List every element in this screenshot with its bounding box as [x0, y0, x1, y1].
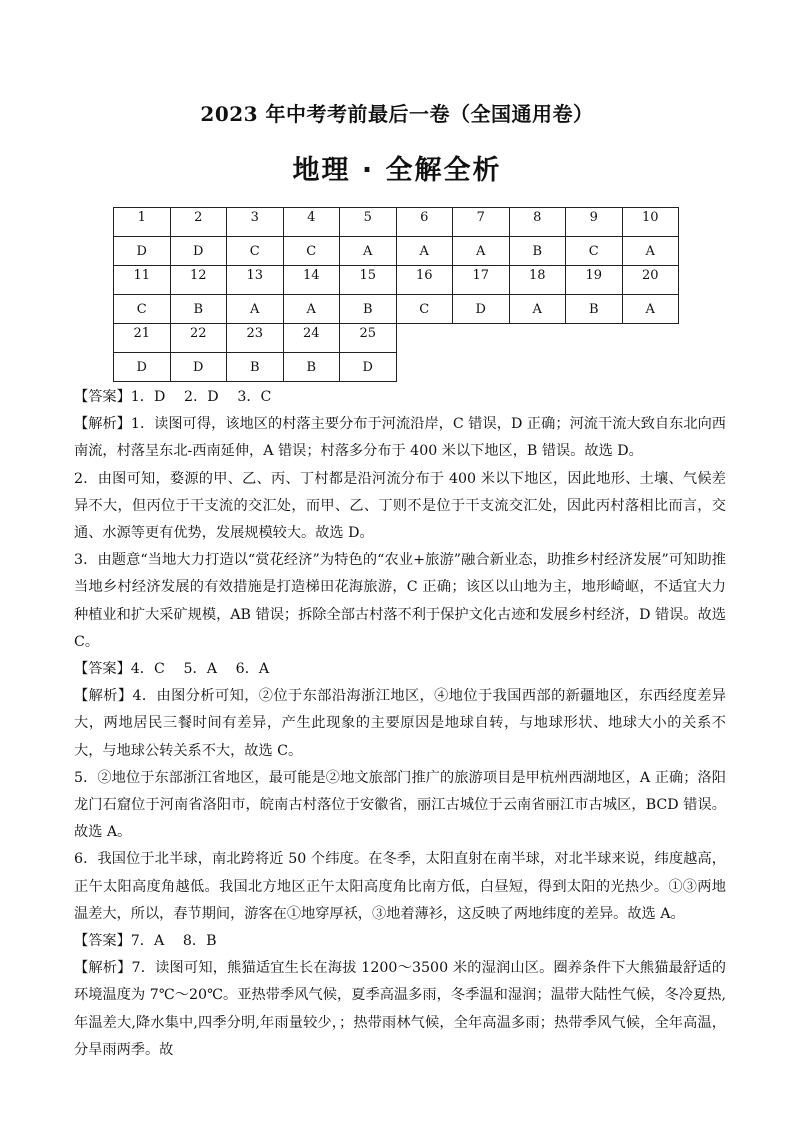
- answer-line: 【答案】7．A 8．B: [74, 933, 217, 950]
- question-number: 6: [396, 208, 453, 237]
- answer-cell: D: [340, 353, 397, 382]
- answer-table: [113, 207, 679, 382]
- question-number: 15: [340, 266, 397, 295]
- answer-cell: A: [509, 295, 566, 324]
- answer-cell: C: [227, 237, 284, 266]
- answer-cell: A: [622, 295, 679, 324]
- answer-cell: D: [170, 237, 227, 266]
- answer-cell: A: [283, 295, 340, 324]
- answer-line: 【答案】4．C 5．A 6．A: [74, 661, 270, 678]
- answer-cell: C: [566, 237, 623, 266]
- question-number: 1: [114, 208, 171, 237]
- answer-cell: B: [566, 295, 623, 324]
- explanation-paragraph: 3．由题意“当地大力打造以“赏花经济”为特色的“农业+旅游”融合新业态，助推乡村经济发展”可知助推当地乡村经济发展的有效措施是打造梯田花海旅游，C 正确；该区以山地为主，地形崎岖，不适宜大力种植业和扩大采矿规模，AB 错误；拆除全部古村落不利于保护文化古迹和发展乡村经济，D 错误。故选 C。: [74, 552, 726, 650]
- answer-cell: D: [114, 353, 171, 382]
- question-number: 10: [622, 208, 679, 237]
- question-number: 14: [283, 266, 340, 295]
- explanation-paragraph: 【解析】7．读图可知，熊猫适宜生长在海拔 1200～3500 米的湿润山区。圈养条件下大熊猫最舒适的环境温度为 7℃～20℃。亚热带季风气候，夏季高温多雨，冬季温和湿润；温带大陆性气候，冬冷夏热,年温差大,降水集中,四季分明,年雨量较少，；热带雨林气候，全年高温多雨；热带季风气候，全年高温，分旱雨两季。故: [74, 960, 726, 1058]
- answer-table-answer-row: [114, 295, 679, 324]
- question-number: 25: [340, 324, 397, 353]
- answer-cell: D: [114, 237, 171, 266]
- explanation-paragraph: 2．由图可知，婺源的甲、乙、丙、丁村都是沿河流分布于 400 米以下地区，因此地形、土壤、气候差异不大，但丙位于干支流的交汇处，而甲、乙、丁则不是位于干支流交汇处，因此丙村落相比而言，交通、水源等更有优势，发展规模较大。故选 D。: [74, 470, 726, 542]
- answer-cell: B: [227, 353, 284, 382]
- question-number: 18: [509, 266, 566, 295]
- explanation-paragraph: 【解析】1．读图可得，该地区的村落主要分布于河流沿岸，C 错误，D 正确；河流干流大致自东北向西南流，村落呈东北-西南延伸，A 错误；村落多分布于 400 米以下地区，B 错误。故选 D。: [74, 416, 726, 460]
- question-number: 12: [170, 266, 227, 295]
- answer-cell: B: [170, 295, 227, 324]
- answer-cell: A: [396, 237, 453, 266]
- answer-cell: A: [340, 237, 397, 266]
- question-number: 16: [396, 266, 453, 295]
- answer-cell: D: [170, 353, 227, 382]
- answer-cell: B: [283, 353, 340, 382]
- question-number: 20: [622, 266, 679, 295]
- explanation-body: [74, 384, 726, 1064]
- question-number: 22: [170, 324, 227, 353]
- question-number: 2: [170, 208, 227, 237]
- question-number: 19: [566, 266, 623, 295]
- question-number: 17: [453, 266, 510, 295]
- answer-cell: A: [227, 295, 284, 324]
- exam-title: 2023 年中考考前最后一卷（全国通用卷）: [200, 102, 594, 126]
- answer-cell: A: [622, 237, 679, 266]
- answer-table-number-row: [114, 266, 679, 295]
- answer-table-answer-row: [114, 237, 679, 266]
- answer-line: 【答案】1．D 2．D 3．C: [74, 389, 272, 405]
- question-number: 9: [566, 208, 623, 237]
- question-number: 4: [283, 208, 340, 237]
- question-number: 5: [340, 208, 397, 237]
- question-number: 8: [509, 208, 566, 237]
- explanation-paragraph: 6．我国位于北半球，南北跨将近 50 个纬度。在冬季，太阳直射在南半球，对北半球来说，纬度越高，正午太阳高度角越低。我国北方地区正午太阳高度角比南方低，白昼短，得到太阳的光热少。①③两地温差大，所以，春节期间，游客在①地穿厚袄，③地着薄衫，这反映了两地纬度的差异。故选 A。: [74, 851, 726, 922]
- answer-cell: C: [283, 237, 340, 266]
- question-number: 3: [227, 208, 284, 237]
- exam-subtitle: 地理 · 全解全析: [292, 155, 502, 186]
- answer-cell: A: [453, 237, 510, 266]
- explanation-paragraph: 5．②地位于东部浙江省地区，最可能是②地文旅部门推广的旅游项目是甲杭州西湖地区，A 正确；洛阳龙门石窟位于河南省洛阳市，皖南古村落位于安徽省，丽江古城位于云南省丽江市古城区，BCD 错误。故选 A。: [74, 769, 726, 841]
- answer-cell: D: [453, 295, 510, 324]
- answer-cell: C: [396, 295, 453, 324]
- question-number: 23: [227, 324, 284, 353]
- question-number: 7: [453, 208, 510, 237]
- explanation-paragraph: 【解析】4．由图分析可知，②位于东部沿海浙江地区，④地位于我国西部的新疆地区，东西经度差异大，两地居民三餐时间有差异，产生此现象的主要原因是地球自转，与地球形状、地球大小的关系不大，与地球公转关系不大，故选 C。: [74, 688, 726, 759]
- answer-table-answer-row: [114, 353, 679, 382]
- question-number: 24: [283, 324, 340, 353]
- question-number: 13: [227, 266, 284, 295]
- answer-cell: C: [114, 295, 171, 324]
- answer-cell: B: [340, 295, 397, 324]
- answer-table-number-row: [114, 324, 679, 353]
- answer-cell: B: [509, 237, 566, 266]
- question-number: 11: [114, 266, 171, 295]
- question-number: 21: [114, 324, 171, 353]
- answer-table-number-row: [114, 208, 679, 237]
